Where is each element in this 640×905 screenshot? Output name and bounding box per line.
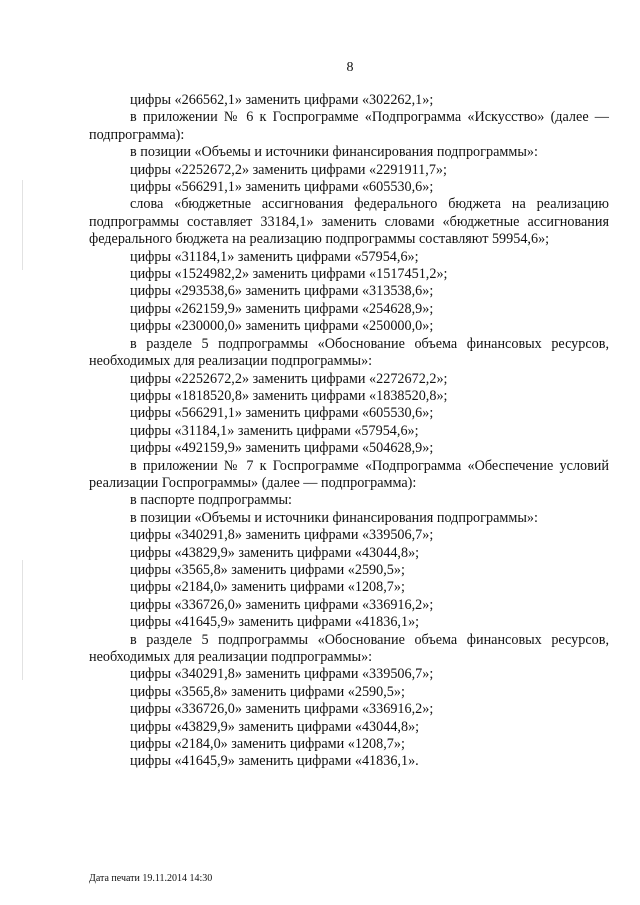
paragraph: в приложении № 6 к Госпрограмме «Подпрограмма «Искусство» (далее — подпрограмма): bbox=[89, 109, 609, 143]
paragraph: цифры «336726,0» заменить цифрами «336916,2»; bbox=[130, 701, 434, 718]
paragraph: цифры «566291,1» заменить цифрами «605530,6»; bbox=[130, 179, 434, 196]
paragraph: цифры «3565,8» заменить цифрами «2590,5»; bbox=[130, 561, 405, 578]
paragraph: цифры «293538,6» заменить цифрами «313538,6»; bbox=[130, 283, 434, 300]
paragraph: цифры «43829,9» заменить цифрами «43044,8»; bbox=[130, 544, 420, 561]
paragraph: цифры «31184,1» заменить цифрами «57954,6»; bbox=[130, 248, 419, 265]
paragraph: цифры «41645,9» заменить цифрами «41836,1». bbox=[130, 753, 419, 770]
paragraph: цифры «340291,8» заменить цифрами «339506,7»; bbox=[130, 666, 434, 683]
paragraph: цифры «1524982,2» заменить цифрами «1517451,2»; bbox=[130, 266, 448, 283]
paragraph: цифры «2252672,2» заменить цифрами «2272672,2»; bbox=[130, 370, 448, 387]
paragraph: в позиции «Объемы и источники финансирования подпрограммы»: bbox=[130, 509, 538, 526]
scan-edge-mark bbox=[22, 180, 23, 270]
paragraph: цифры «3565,8» заменить цифрами «2590,5»; bbox=[130, 683, 405, 700]
paragraph: в приложении № 7 к Госпрограмме «Подпрограмма «Обеспечение условий реализации Госпрограммы» (далее — подпрограмма): bbox=[89, 457, 609, 491]
print-date-footer: Дата печати 19.11.2014 14:30 bbox=[89, 873, 213, 884]
paragraph: цифры «2252672,2» заменить цифрами «2291911,7»; bbox=[130, 161, 447, 178]
paragraph: цифры «43829,9» заменить цифрами «43044,8»; bbox=[130, 718, 420, 735]
paragraph: в позиции «Объемы и источники финансирования подпрограммы»: bbox=[130, 144, 538, 161]
scan-edge-mark bbox=[22, 560, 23, 680]
paragraph: в разделе 5 подпрограммы «Обоснование объема финансовых ресурсов, необходимых для реализации подпрограммы»: bbox=[89, 335, 609, 370]
paragraph: цифры «230000,0» заменить цифрами «250000,0»; bbox=[130, 318, 434, 335]
paragraph: цифры «266562,1» заменить цифрами «302262,1»; bbox=[130, 92, 434, 108]
paragraph: цифры «566291,1» заменить цифрами «605530,6»; bbox=[130, 405, 434, 422]
paragraph: в разделе 5 подпрограммы «Обоснование объема финансовых ресурсов, необходимых для реализации подпрограммы»: bbox=[89, 631, 609, 665]
document-body bbox=[89, 92, 609, 771]
paragraph: в паспорте подпрограммы: bbox=[130, 492, 292, 509]
paragraph: цифры «41645,9» заменить цифрами «41836,1»; bbox=[130, 614, 420, 631]
paragraph: цифры «2184,0» заменить цифрами «1208,7»; bbox=[130, 736, 405, 753]
paragraph: цифры «336726,0» заменить цифрами «336916,2»; bbox=[130, 596, 434, 613]
paragraph: цифры «262159,9» заменить цифрами «254628,9»; bbox=[130, 300, 434, 317]
paragraph: цифры «1818520,8» заменить цифрами «1838520,8»; bbox=[130, 387, 448, 404]
paragraph: цифры «31184,1» заменить цифрами «57954,6»; bbox=[130, 422, 419, 439]
page-number: 8 bbox=[346, 60, 354, 75]
paragraph: цифры «2184,0» заменить цифрами «1208,7»; bbox=[130, 579, 405, 596]
paragraph: слова «бюджетные ассигнования федерального бюджета на реализацию подпрограммы составляет 33184,1» заменить словами «бюджетные ассигнования федерального бюджета на реализацию подпрограммы составляют 59954,6»; bbox=[89, 196, 609, 248]
paragraph: цифры «340291,8» заменить цифрами «339506,7»; bbox=[130, 527, 434, 544]
paragraph: цифры «492159,9» заменить цифрами «504628,9»; bbox=[130, 440, 434, 457]
